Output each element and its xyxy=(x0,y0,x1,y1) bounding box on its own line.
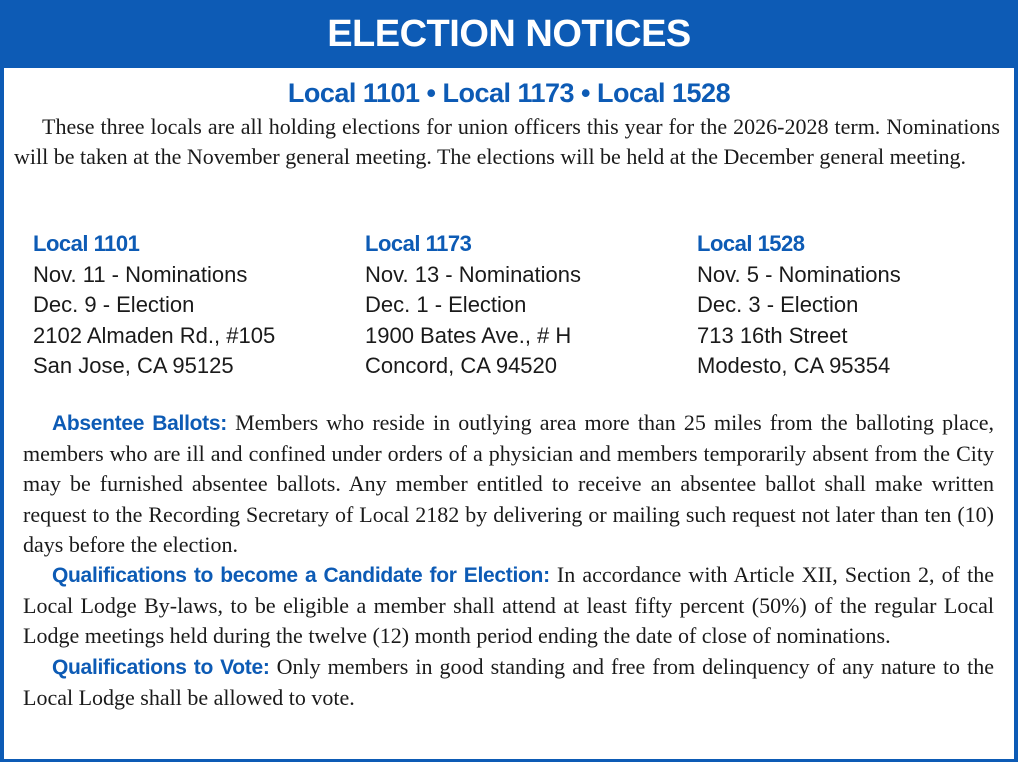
election-date: Dec. 3 - Election xyxy=(697,292,859,317)
election-date: Dec. 9 - Election xyxy=(33,292,195,317)
local-1528-column xyxy=(697,229,1017,382)
intro-paragraph: These three locals are all holding elections for union officers this year for the 2026-2028 term. Nominations will be taken at the November general meeting. The elections will be held at the December general meeting. xyxy=(14,114,1000,169)
candidate-qualifications-paragraph xyxy=(23,560,994,652)
notice-header: ELECTION NOTICES xyxy=(0,0,1018,68)
rules-body xyxy=(23,408,994,713)
local-1173-column xyxy=(365,229,685,382)
vote-qualifications-paragraph xyxy=(23,652,994,713)
locals-subtitle: Local 1101 • Local 1173 • Local 1528 xyxy=(287,78,731,108)
city-address: Modesto, CA 95354 xyxy=(697,353,891,378)
absentee-ballots-text: Members who reside in outlying area more than 25 miles from the balloting place, members who are ill and confined under orders of a physician and members temporarily absent from the City may be furnished absentee ballots. Any member entitled to receive an absentee ballot shall make written request to the Recording Secretary of Local 2182 by delivering or mailing such request not later than ten (10) days before the election. xyxy=(23,410,994,557)
street-address: 713 16th Street xyxy=(697,322,848,348)
nominations-date: Nov. 11 - Nominations xyxy=(33,261,248,287)
local-1101-column xyxy=(33,229,353,382)
absentee-ballots-paragraph xyxy=(23,408,994,560)
nominations-date: Nov. 5 - Nominations xyxy=(697,261,901,287)
vote-qualifications-heading: Qualifications to Vote: xyxy=(52,655,270,679)
city-address: San Jose, CA 95125 xyxy=(33,353,234,378)
absentee-ballots-heading: Absentee Ballots: xyxy=(52,412,227,435)
candidate-qualifications-heading: Qualifications to become a Candidate for Election: xyxy=(52,564,550,588)
vote-qualifications-text: Only members in good standing and free from delinquency of any nature to the Local Lodge shall be allowed to vote. xyxy=(23,653,995,710)
local-name: Local 1528 xyxy=(697,231,805,256)
nominations-date: Nov. 13 - Nominations xyxy=(365,261,582,287)
local-name: Local 1101 xyxy=(33,231,140,256)
street-address: 2102 Almaden Rd., #105 xyxy=(33,322,276,348)
candidate-qualifications-text: In accordance with Article XII, Section 2, of the Local Lodge By-laws, to be eligible a member shall attend at least fifty percent (50%) of the regular Local Lodge meetings held during the twelve (12) month period ending the date of close of nominations. xyxy=(23,562,994,649)
city-address: Concord, CA 94520 xyxy=(365,353,558,378)
election-date: Dec. 1 - Election xyxy=(365,292,527,317)
local-name: Local 1173 xyxy=(365,231,472,256)
street-address: 1900 Bates Ave., # H xyxy=(365,322,572,348)
